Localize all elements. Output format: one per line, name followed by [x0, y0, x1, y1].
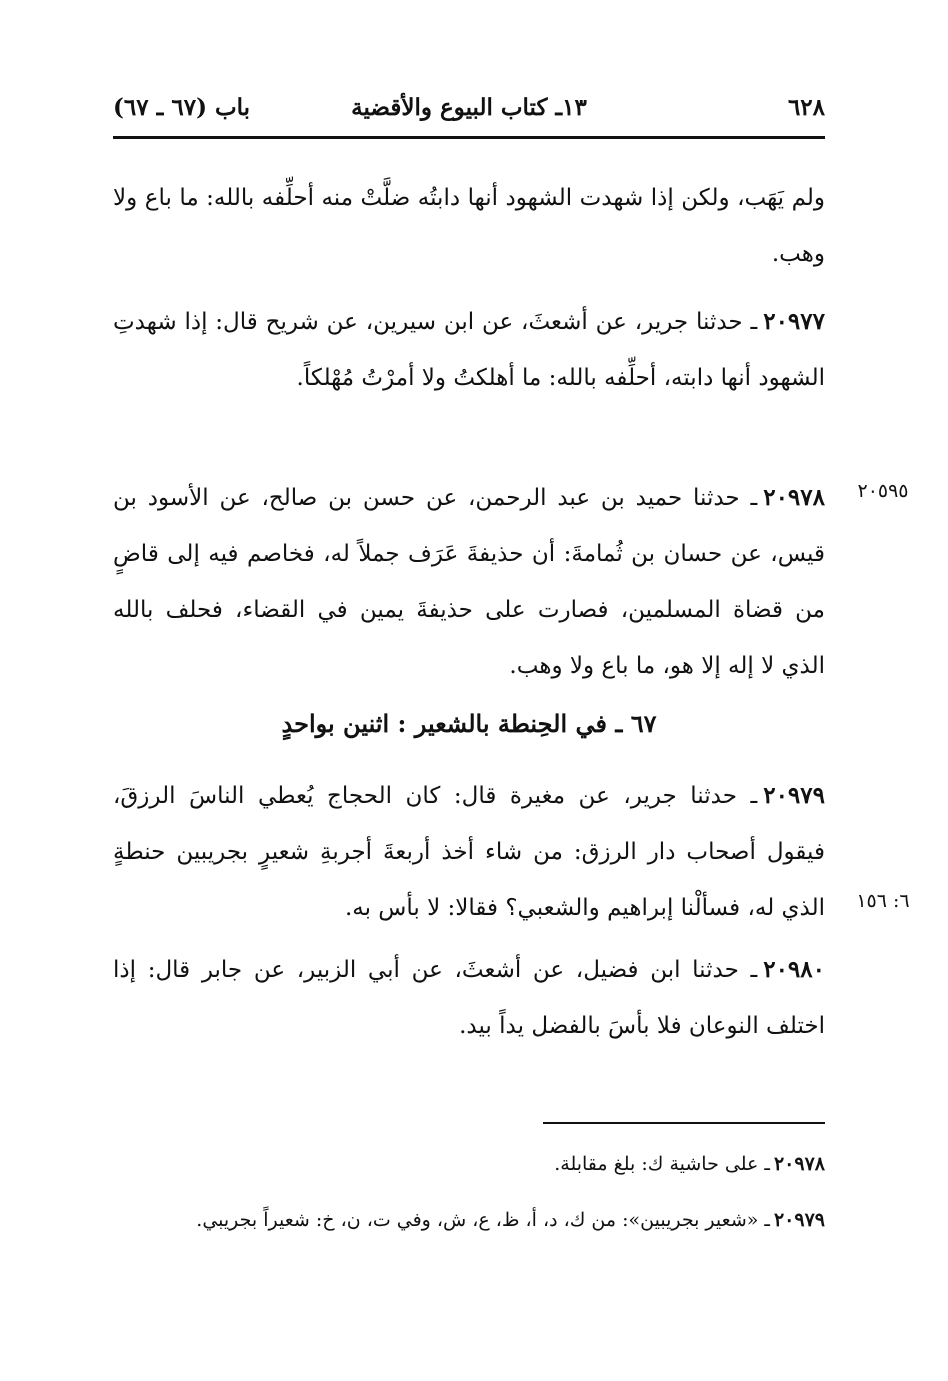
text-block-4	[113, 768, 825, 936]
paragraph-text: ولم يَهَب، ولكن إذا شهدت الشهود أنها دابتُه ضلَّتْ منه أحلِّفه بالله: ما باع ولا وهب.	[113, 185, 825, 267]
text-block-2	[113, 294, 825, 406]
hadith-number: ٢٠٩٨٠	[763, 956, 825, 983]
footnote-20979	[113, 1196, 825, 1244]
text-block-3	[113, 470, 825, 694]
footnote-text: ـ على حاشية ك: بلغ مقابلة.	[554, 1153, 770, 1175]
page-header	[113, 88, 825, 132]
margin-note-cross-reference: ٢٠٥٩٥	[857, 480, 909, 502]
footnote-number: ٢٠٩٧٩	[773, 1209, 825, 1231]
margin-note-volume-page: ٦: ١٥٦	[856, 890, 910, 912]
chapter-range: باب (٦٧ ـ ٦٧)	[113, 94, 251, 121]
hadith-text: ـ حدثنا ابن فضيل، عن أشعثَ، عن أبي الزبير، عن جابر قال: إذا اختلف النوعان فلا بأسَ بالفضل يداً بيد.	[113, 957, 825, 1039]
hadith-20979	[113, 768, 825, 936]
hadith-20977	[113, 294, 825, 406]
footnote-text: ـ «شعير بجريبين»: من ك، د، أ، ظ، ع، ش، وفي ت، ن، خ: شعيراً بجريبي.	[196, 1209, 770, 1231]
hadith-number: ٢٠٩٧٧	[763, 308, 825, 335]
footnote-20978	[113, 1140, 825, 1188]
text-block-1	[113, 170, 825, 282]
header-rule	[113, 136, 825, 139]
paragraph-continuation	[113, 170, 825, 282]
footnote-rule	[543, 1122, 825, 1124]
hadith-number: ٢٠٩٧٨	[763, 484, 825, 511]
footnotes	[113, 1140, 825, 1252]
section-heading: ٦٧ ـ في الحِنطة بالشعير : اثنين بواحدٍ	[281, 709, 657, 738]
hadith-text: ـ حدثنا جرير، عن أشعثَ، عن ابن سيرين، عن شريح قال: إذا شهدتِ الشهود أنها دابته، أحلِّفه بالله: ما أهلكتُ ولا أمرْتُ مُهْلكاً.	[113, 309, 825, 391]
text-block-5	[113, 942, 825, 1054]
hadith-20980	[113, 942, 825, 1054]
hadith-text: ـ حدثنا حميد بن عبد الرحمن، عن حسن بن صالح، عن الأسود بن قيس، عن حسان بن ثُمامةَ: أن حذيفةَ عَرَف جملاً له، فخاصم فيه إلى قاضٍ من قضاة المسلمين، فصارت على حذيفةَ يمين في القضاء، فحلف بالله الذي لا إله إلا هو، ما باع ولا وهب.	[113, 485, 825, 679]
hadith-text: ـ حدثنا جرير، عن مغيرة قال: كان الحجاج يُعطي الناسَ الرزقَ، فيقول أصحاب دار الرزق: من شاء أخذ أربعةَ أجربةِ شعيرٍ بجريبين حنطةٍ الذي له، فسألْنا إبراهيم والشعبي؟ فقالا: لا بأس به.	[113, 783, 825, 921]
book-title: ١٣ـ كتاب البيوع والأقضية	[351, 94, 587, 121]
hadith-number: ٢٠٩٧٩	[763, 782, 825, 809]
hadith-20978	[113, 470, 825, 694]
page-number: ٦٢٨	[787, 94, 825, 121]
footnote-number: ٢٠٩٧٨	[773, 1153, 825, 1175]
